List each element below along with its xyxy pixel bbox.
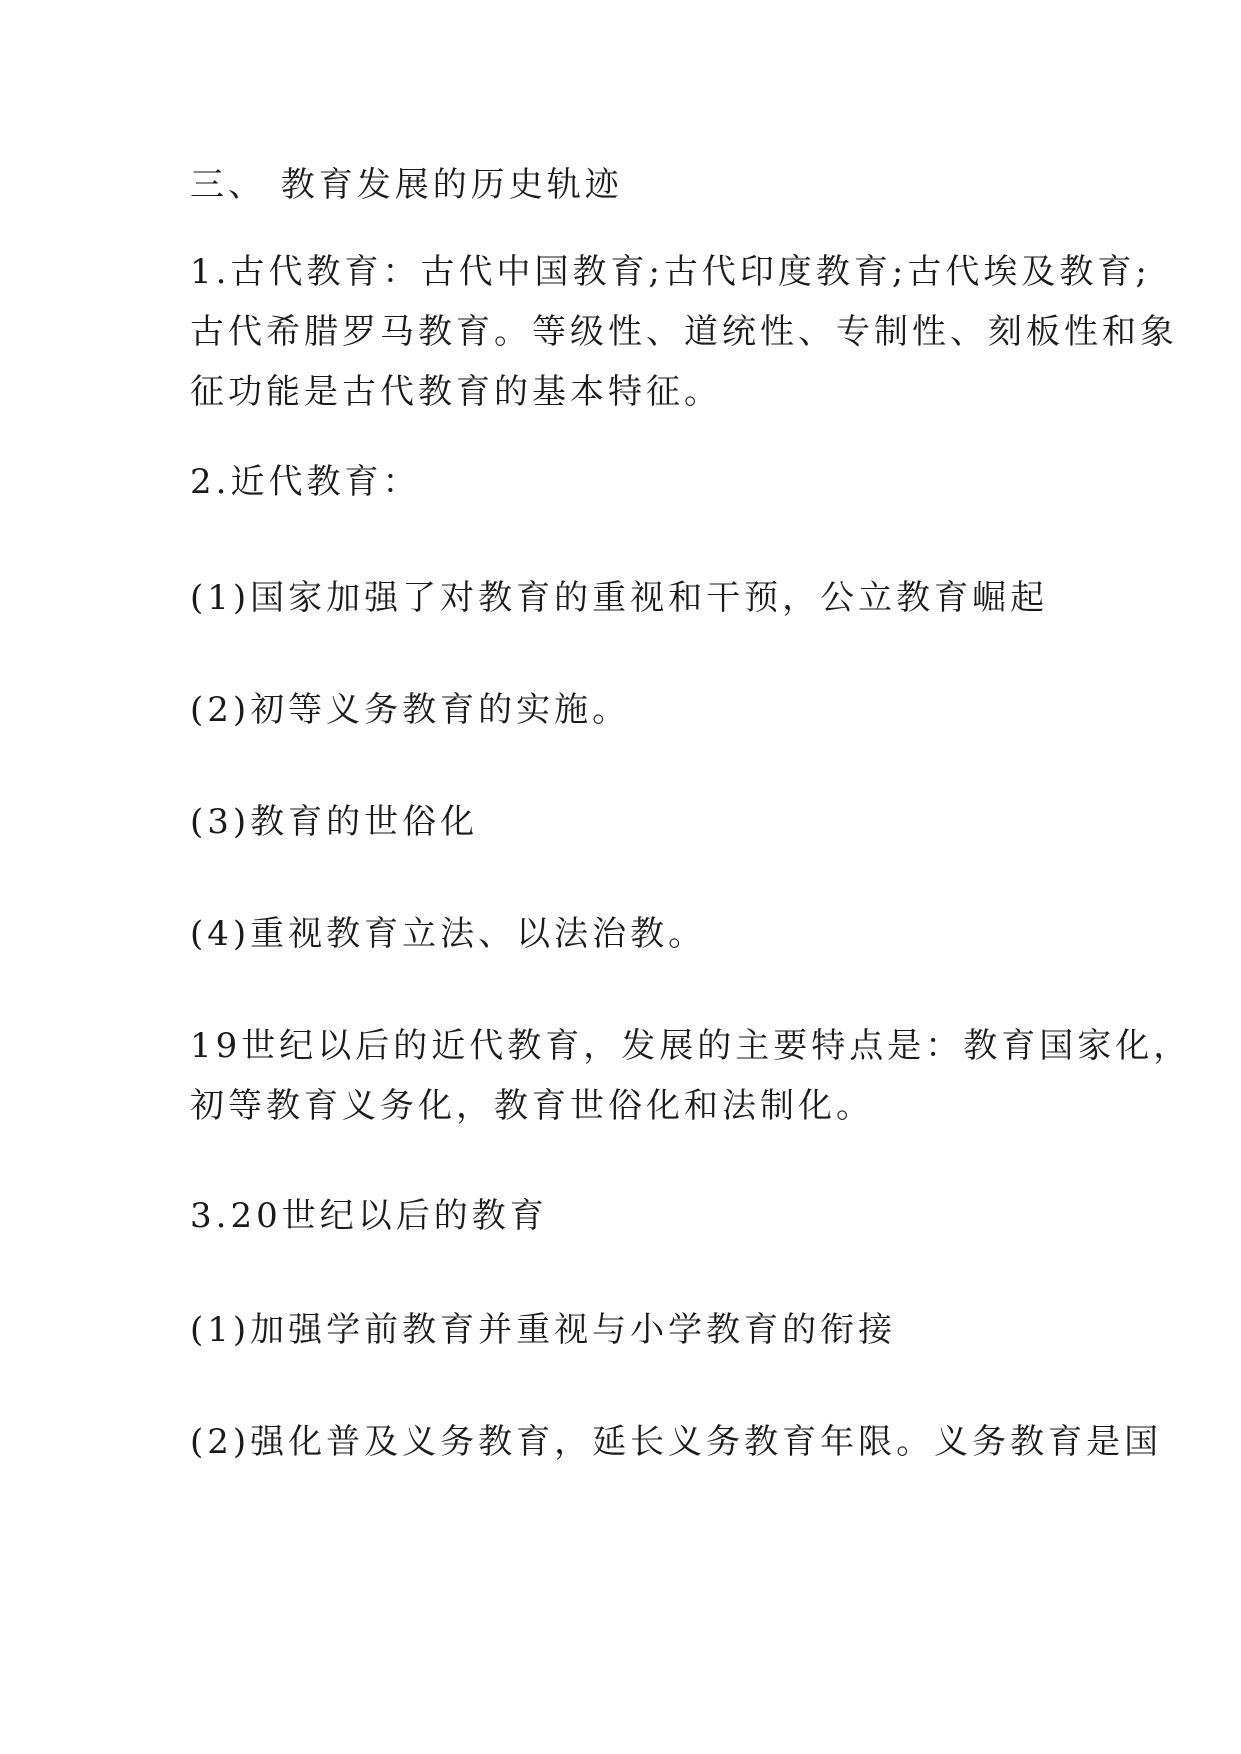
list-item [190,568,1080,628]
list-item-text: (1)加强学前教育并重视与小学教育的衔接 [190,1310,897,1350]
ancient-education-paragraph [190,242,1178,422]
summary-paragraph [190,1016,1192,1136]
list-item [190,680,1080,740]
subsection-title: 3.20世纪以后的教育 [190,1196,548,1236]
list-item-text: (2)强化普及义务教育，延长义务教育年限。义务教育是国 [190,1422,1163,1462]
paragraph-line: 19世纪以后的近代教育，发展的主要特点是：教育国家化， [190,1026,1192,1066]
list-item [190,904,1080,964]
paragraph-line: 征功能是古代教育的基本特征。 [190,372,722,412]
list-item-text: (1)国家加强了对教育的重视和干预，公立教育崛起 [190,578,1049,618]
paragraph-line: 1.古代教育：古代中国教育;古代印度教育;古代埃及教育; [190,252,1151,292]
modern-education-title [190,452,1080,512]
paragraph-line: 古代希腊罗马教育。等级性、道统性、专制性、刻板性和象 [190,312,1178,352]
list-item [190,1300,1080,1360]
list-item-text: (3)教育的世俗化 [190,802,479,842]
list-item [190,792,1080,852]
subsection-title: 2.近代教育： [190,462,421,502]
list-item-text: (4)重视教育立法、以法治教。 [190,914,707,954]
list-item-text: (2)初等义务教育的实施。 [190,690,631,730]
20th-century-title [190,1186,1080,1246]
paragraph-line: 初等教育义务化，教育世俗化和法制化。 [190,1086,874,1126]
list-item [190,1412,1163,1472]
heading-text: 三、 教育发展的历史轨迹 [190,165,623,205]
section-heading [190,155,1080,215]
